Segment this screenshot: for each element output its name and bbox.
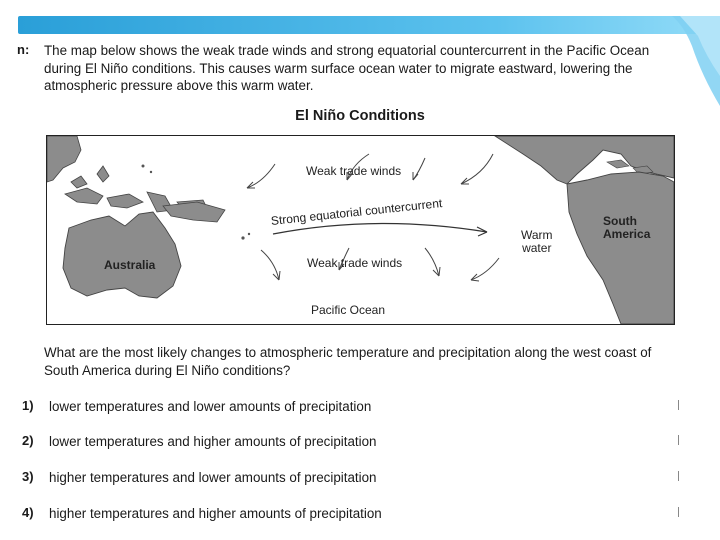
option-text: lower temperatures and lower amounts of precipitation bbox=[49, 399, 372, 414]
answer-option-2[interactable] bbox=[22, 433, 682, 453]
question-number: n: bbox=[17, 42, 30, 57]
option-marker bbox=[678, 471, 679, 481]
option-number: 1) bbox=[22, 398, 34, 413]
map-title: El Niño Conditions bbox=[295, 108, 425, 124]
option-text: lower temperatures and higher amounts of precipitation bbox=[49, 434, 377, 449]
asia-landmass bbox=[47, 136, 81, 182]
option-number: 4) bbox=[22, 505, 34, 520]
option-number: 3) bbox=[22, 469, 34, 484]
new-guinea bbox=[163, 202, 225, 222]
label-warm-water bbox=[521, 229, 553, 255]
label-south-america-line2: America bbox=[603, 227, 651, 241]
label-pacific-ocean: Pacific Ocean bbox=[311, 303, 386, 317]
australia-landmass bbox=[63, 212, 181, 298]
label-warm-water-line2: water bbox=[522, 241, 552, 255]
option-marker bbox=[678, 435, 679, 445]
countercurrent-arrow bbox=[273, 223, 487, 234]
answer-option-3[interactable] bbox=[22, 469, 682, 489]
label-south-america-line1: South bbox=[603, 214, 637, 228]
south-america-landmass bbox=[567, 172, 674, 324]
answer-option-4[interactable] bbox=[22, 505, 682, 525]
label-warm-water-line1: Warm bbox=[521, 228, 553, 242]
label-australia: Australia bbox=[104, 258, 156, 272]
label-weak-trade-winds-bottom: Weak trade winds bbox=[307, 256, 403, 270]
option-text: higher temperatures and lower amounts of precipitation bbox=[49, 470, 377, 485]
option-marker bbox=[678, 507, 679, 517]
label-weak-trade-winds-top: Weak trade winds bbox=[306, 164, 402, 178]
label-countercurrent: Strong equatorial countercurrent bbox=[270, 196, 443, 228]
header-accent-bar bbox=[18, 16, 700, 34]
option-text: higher temperatures and higher amounts of precipitation bbox=[49, 506, 382, 521]
el-nino-map bbox=[46, 135, 675, 325]
question-intro-text: The map below shows the weak trade winds and strong equatorial countercurrent in the Pacific Ocean during El Niño conditions. This causes warm surface ocean water to migrate eastward, lowering the atmospheric pressure above this warm water. bbox=[44, 43, 650, 93]
label-south-america bbox=[603, 215, 650, 241]
option-marker bbox=[678, 400, 679, 410]
question-prompt-text: What are the most likely changes to atmospheric temperature and precipitation along the west coast of South America during El Niño conditions? bbox=[44, 345, 652, 378]
option-number: 2) bbox=[22, 433, 34, 448]
answer-option-1[interactable] bbox=[22, 398, 682, 418]
